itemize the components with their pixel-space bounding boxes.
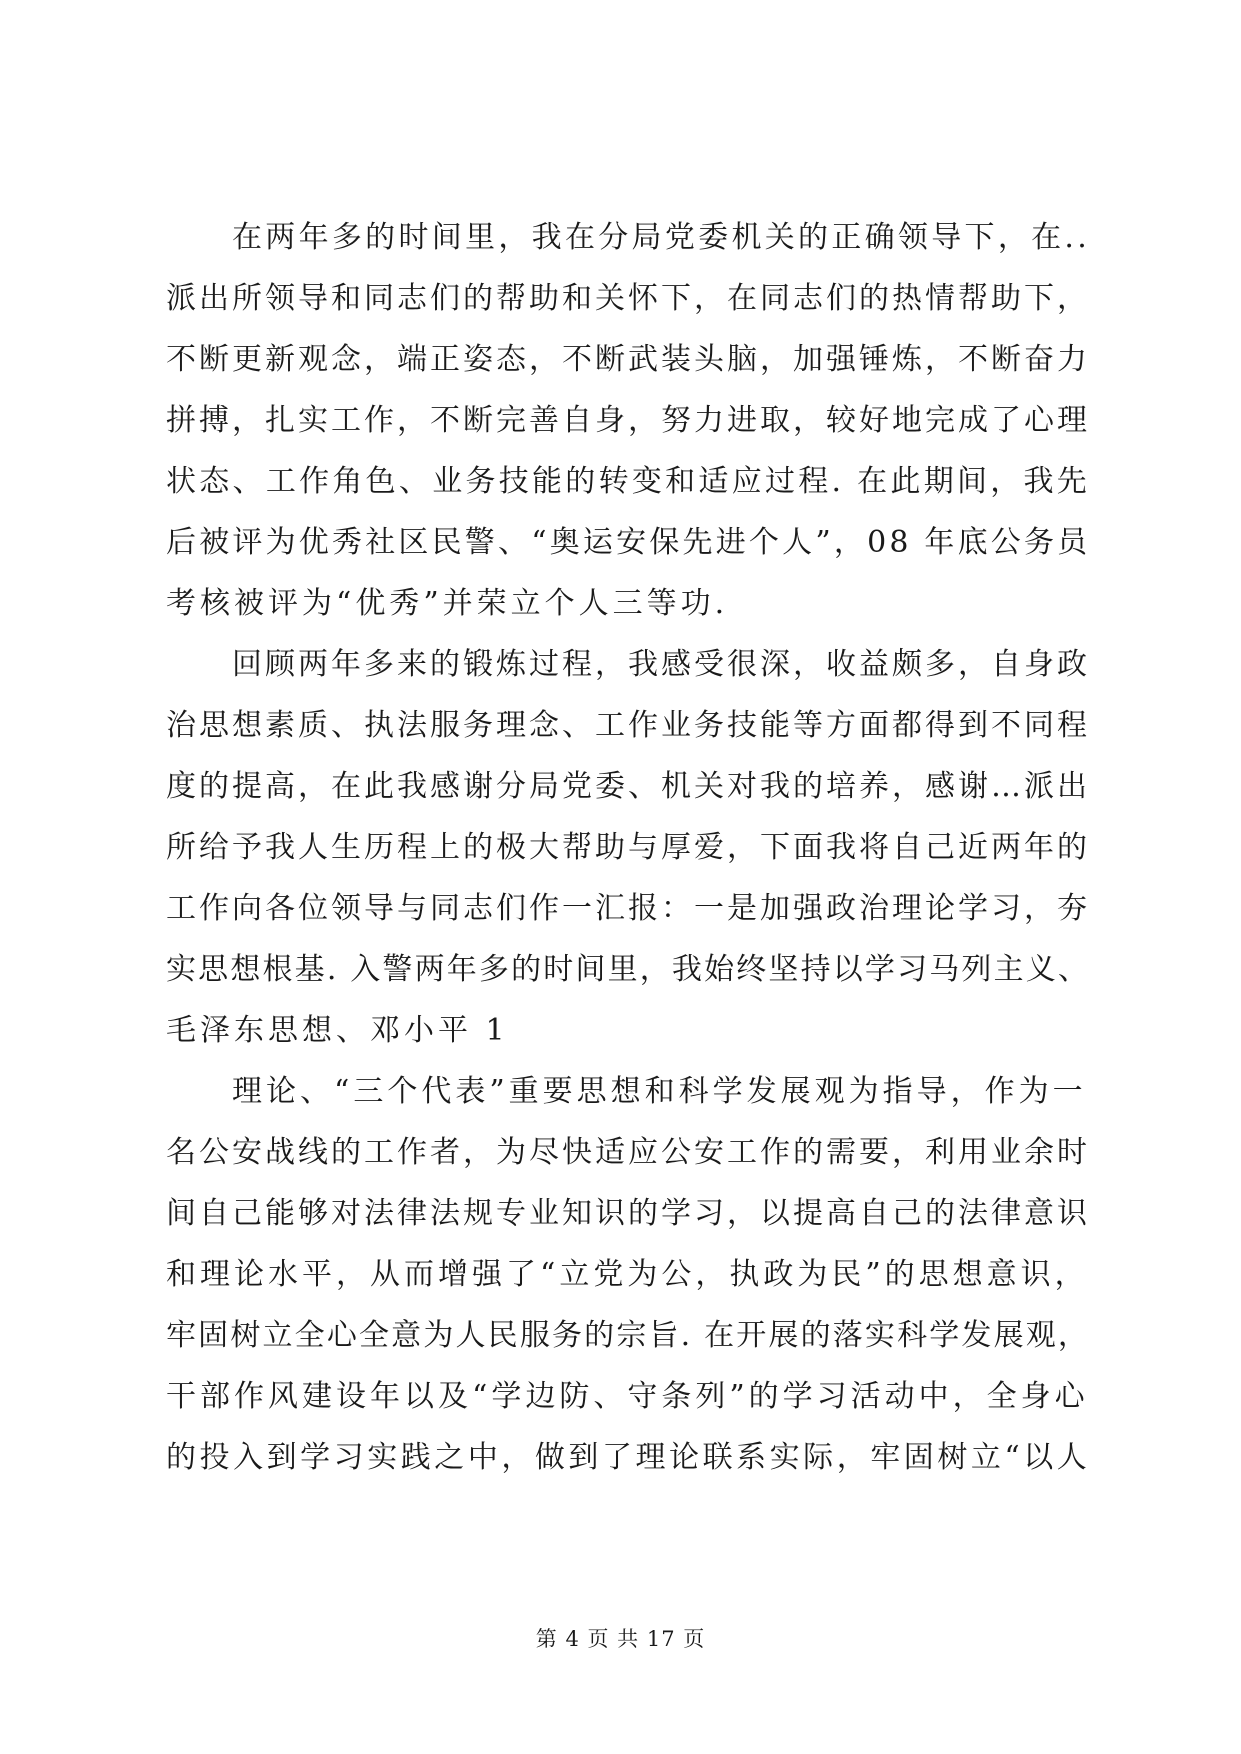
text-line: 工作向各位领导与同志们作一汇报：一是加强政治理论学习，夯 bbox=[166, 891, 1090, 926]
text-line: 治思想素质、执法服务理念、工作业务技能等方面都得到不同程 bbox=[166, 708, 1090, 743]
text-line: 牢固树立全心全意为人民服务的宗旨. 在开展的落实科学发展观， bbox=[166, 1318, 1091, 1353]
text-line: 状态、工作角色、业务技能的转变和适应过程. 在此期间，我先 bbox=[166, 464, 1091, 499]
text-line: 名公安战线的工作者，为尽快适应公安工作的需要，利用业余时 bbox=[166, 1135, 1090, 1170]
text-line: 度的提高，在此我感谢分局党委、机关对我的培养，感谢…派出 bbox=[166, 769, 1090, 804]
text-line: 和理论水平，从而增强了“立党为公，执政为民”的思想意识， bbox=[166, 1257, 1089, 1292]
text-line: 毛泽东思想、邓小平 1 bbox=[166, 1013, 509, 1048]
text-line: 所给予我人生历程上的极大帮助与厚爱，下面我将自己近两年的 bbox=[166, 830, 1090, 865]
text-line: 在两年多的时间里，我在分局党委机关的正确领导下，在.. bbox=[232, 220, 1091, 255]
text-line: 后被评为优秀社区民警、“奥运安保先进个人”，08 年底公务员 bbox=[166, 525, 1091, 560]
text-line: 不断更新观念，端正姿态，不断武装头脑，加强锤炼，不断奋力 bbox=[166, 342, 1090, 377]
text-line: 干部作风建设年以及“学边防、守条列”的学习活动中，全身心 bbox=[166, 1379, 1089, 1414]
text-line: 拼搏，扎实工作，不断完善自身，努力进取，较好地完成了心理 bbox=[166, 403, 1090, 438]
text-line: 间自己能够对法律法规专业知识的学习，以提高自己的法律意识 bbox=[166, 1196, 1090, 1231]
text-line: 的投入到学习实践之中，做到了理论联系实际，牢固树立“以人 bbox=[166, 1440, 1091, 1475]
text-line: 实思想根基. 入警两年多的时间里，我始终坚持以学习马列主义、 bbox=[166, 952, 1091, 987]
text-line: 理论、“三个代表”重要思想和科学发展观为指导，作为一 bbox=[232, 1074, 1087, 1109]
text-line: 考核被评为“优秀”并荣立个人三等功. bbox=[166, 586, 729, 621]
text-line: 回顾两年多来的锻炼过程，我感受很深，收益颇多，自身政 bbox=[232, 647, 1090, 682]
text-line: 派出所领导和同志们的帮助和关怀下，在同志们的热情帮助下， bbox=[166, 281, 1090, 316]
page-footer: 第 4 页 共 17 页 bbox=[535, 1627, 706, 1651]
